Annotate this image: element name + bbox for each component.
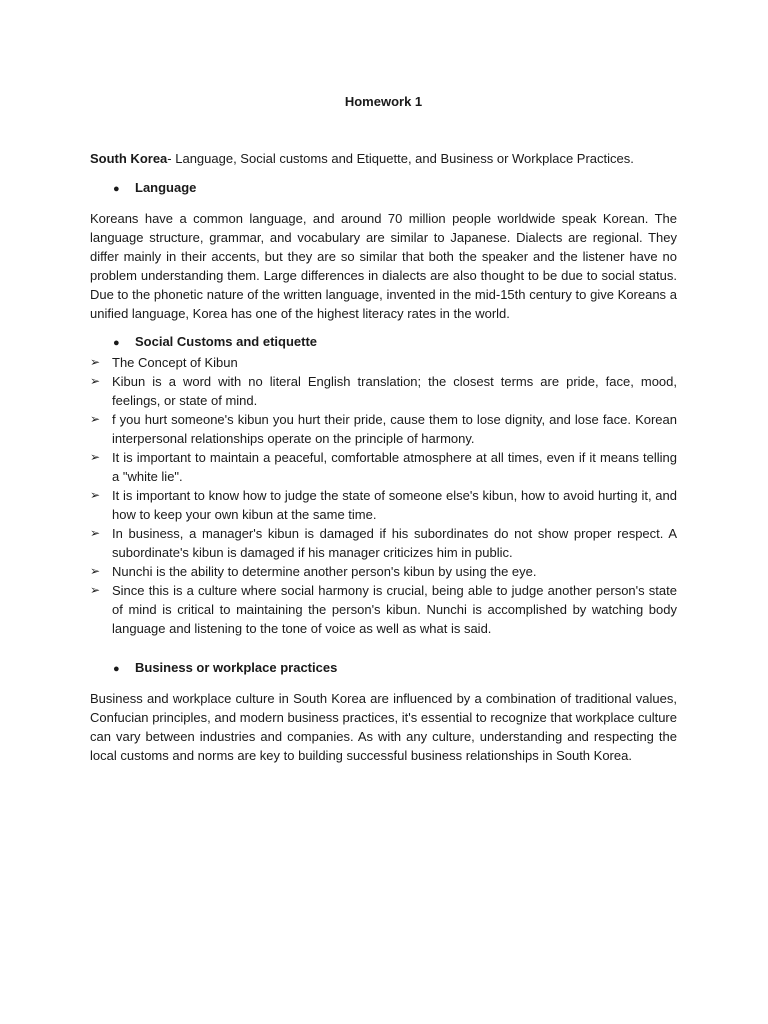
- arrow-bullet-icon: ➢: [90, 583, 101, 597]
- bullet-icon: ●: [113, 183, 120, 195]
- document-title: Homework 1: [344, 94, 423, 109]
- list-item-text: The Concept of Kibun: [112, 355, 238, 370]
- section-heading-business: [90, 658, 677, 679]
- list-item-text: It is important to know how to judge the state of someone else's kibun, how to avoid hurting it, and how to keep your own kibun at the same time.: [112, 488, 677, 522]
- list-item: [90, 486, 677, 524]
- list-item: [90, 448, 677, 486]
- list-item: [90, 562, 677, 581]
- list-item: [90, 372, 677, 410]
- business-paragraph: Business and workplace culture in South Korea are influenced by a combination of traditional values, Confucian principles, and modern business practices, it's essential to recognize that workplace culture can vary between industries and companies. As with any culture, understanding and respecting the local customs and norms are key to building successful business relationships in South Korea.: [90, 691, 677, 763]
- social-customs-list: [90, 353, 677, 638]
- list-item-text: f you hurt someone's kibun you hurt their pride, cause them to lose dignity, and lose face. Korean interpersonal relationships operate on the principle of harmony.: [112, 412, 677, 446]
- section-heading-text: Social Customs and etiquette: [135, 334, 318, 349]
- arrow-bullet-icon: ➢: [90, 488, 101, 502]
- bullet-icon: ●: [113, 663, 120, 675]
- intro-country: South Korea: [90, 151, 168, 166]
- list-item: [90, 353, 677, 372]
- list-item-text: Since this is a culture where social harmony is crucial, being able to judge another person's state of mind is critical to maintaining the person's kibun. Nunchi is accomplished by watching body language and listening to the tone of voice as well as what is said.: [112, 583, 677, 636]
- document-page: [90, 92, 677, 774]
- section-heading-language: [90, 178, 677, 199]
- list-item: [90, 524, 677, 562]
- list-item: [90, 410, 677, 448]
- intro-line: [90, 149, 677, 168]
- section-heading-text: Language: [135, 180, 197, 195]
- arrow-bullet-icon: ➢: [90, 564, 101, 578]
- list-item-text: It is important to maintain a peaceful, comfortable atmosphere at all times, even if it means telling a "white lie".: [112, 450, 677, 484]
- bullet-icon: ●: [113, 337, 120, 349]
- intro-topics: - Language, Social customs and Etiquette, and Business or Workplace Practices.: [167, 151, 634, 166]
- arrow-bullet-icon: ➢: [90, 355, 101, 369]
- list-item: [90, 581, 677, 638]
- list-item-text: Nunchi is the ability to determine another person's kibun by using the eye.: [112, 564, 537, 579]
- arrow-bullet-icon: ➢: [90, 450, 101, 464]
- language-paragraph: Koreans have a common language, and around 70 million people worldwide speak Korean. The language structure, grammar, and vocabulary are similar to Japanese. Dialects are regional. They differ mainly in their accents, but they are so similar that both the speaker and the listener have no problem understanding them. Large differences in dialects are also thought to be due to social status. Due to the phonetic nature of the written language, invented in the mid-15th century to give Koreans a unified language, Korea has one of the highest literacy rates in the world.: [90, 211, 677, 321]
- list-item-text: In business, a manager's kibun is damaged if his subordinates do not show proper respect. A subordinate's kibun is damaged if his manager criticizes him in public.: [112, 526, 677, 560]
- section-spacer: [90, 638, 677, 658]
- section-heading-text: Business or workplace practices: [135, 660, 338, 675]
- list-item-text: Kibun is a word with no literal English translation; the closest terms are pride, face, mood, feelings, or state of mind.: [112, 374, 677, 408]
- arrow-bullet-icon: ➢: [90, 374, 101, 388]
- arrow-bullet-icon: ➢: [90, 412, 101, 426]
- section-heading-social: [90, 332, 677, 353]
- arrow-bullet-icon: ➢: [90, 526, 101, 540]
